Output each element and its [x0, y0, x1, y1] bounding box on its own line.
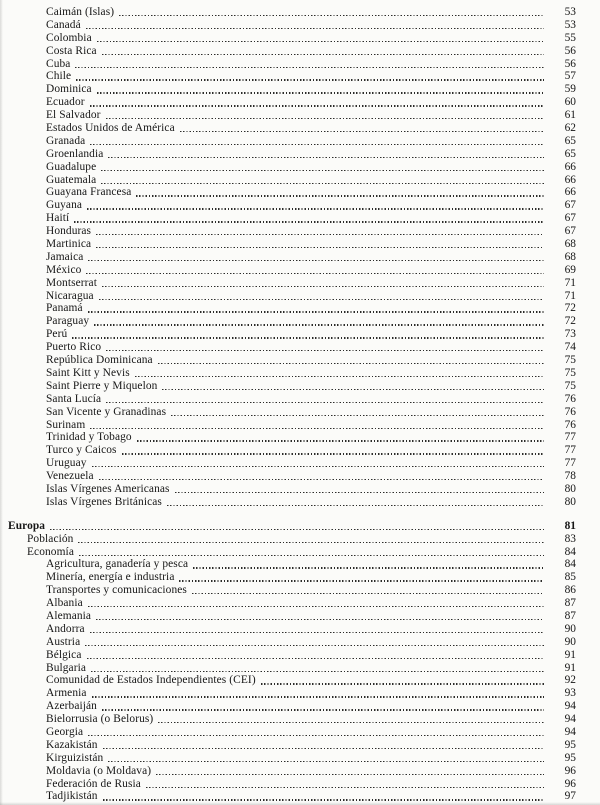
toc-entry — [0, 174, 576, 187]
toc-entry — [0, 752, 576, 765]
toc-entry-page: 94 — [564, 700, 576, 713]
toc-section-america-paises — [0, 6, 576, 509]
dotted-leader — [96, 234, 544, 235]
dotted-leader — [103, 748, 544, 749]
dotted-leader — [88, 606, 544, 607]
toc-entry — [0, 290, 576, 303]
toc-entry-label: Puerto Rico — [46, 341, 102, 354]
dotted-leader — [108, 761, 544, 762]
toc-entry-page: 74 — [564, 341, 576, 354]
toc-entry-page: 68 — [564, 238, 576, 251]
toc-entry — [0, 790, 576, 803]
toc-entry-page: 75 — [564, 379, 576, 392]
toc-entry-page: 67 — [564, 225, 576, 238]
toc-entry — [0, 238, 576, 251]
dotted-leader — [88, 735, 544, 736]
toc-entry-page: 95 — [564, 751, 576, 764]
dotted-leader — [97, 41, 544, 42]
toc-entry — [0, 431, 576, 444]
toc-entry-label: Comunidad de Estados Independientes (CEI) — [46, 674, 256, 687]
toc-entry — [0, 148, 576, 161]
toc-entry — [0, 354, 576, 367]
toc-entry-label: San Vicente y Granadinas — [46, 405, 167, 418]
toc-entry-page: 56 — [564, 57, 576, 70]
toc-entry-page: 80 — [564, 482, 576, 495]
toc-entry-label: Guayana Francesa — [46, 186, 132, 199]
dotted-leader — [102, 54, 544, 55]
toc-entry-page: 93 — [564, 687, 576, 700]
toc-entry-label: Uruguay — [46, 457, 87, 470]
dotted-leader — [90, 144, 544, 145]
toc-entry-page: 92 — [564, 674, 576, 687]
toc-entry-label: Guadalupe — [46, 160, 97, 173]
dotted-leader — [90, 632, 544, 633]
toc-entry-page: 81 — [564, 519, 576, 532]
toc-entry — [0, 199, 576, 212]
dotted-leader — [162, 389, 544, 390]
dotted-leader — [156, 774, 544, 775]
toc-entry-label: Dominica — [46, 83, 92, 96]
toc-entry-label: Perú — [46, 328, 68, 341]
dotted-leader — [86, 273, 544, 274]
dotted-leader — [108, 157, 544, 158]
toc-entry-page: 66 — [564, 173, 576, 186]
toc-entry-label: Cuba — [46, 57, 71, 70]
dotted-leader — [103, 799, 544, 800]
toc-entry-page: 95 — [564, 738, 576, 751]
toc-entry-page: 84 — [564, 545, 576, 558]
dotted-leader — [74, 221, 544, 222]
toc-entry-label: Alemania — [46, 609, 92, 622]
toc-entry-page: 84 — [564, 558, 576, 571]
toc-entry-label: Bélgica — [46, 648, 82, 661]
toc-entry-label: Jamaica — [46, 250, 84, 263]
dotted-leader — [192, 593, 544, 594]
dotted-leader — [92, 466, 544, 467]
dotted-leader — [146, 787, 544, 788]
dotted-leader — [96, 247, 544, 248]
dotted-leader — [99, 299, 544, 300]
dotted-leader — [101, 183, 544, 184]
toc-entry — [0, 457, 576, 470]
toc-entry-label: Islas Vírgenes Americanas — [46, 482, 170, 495]
toc-entry — [0, 70, 576, 83]
toc-entry-label: Georgia — [46, 725, 84, 738]
toc-entry-page: 71 — [564, 276, 576, 289]
toc-entry-page: 75 — [564, 354, 576, 367]
toc-entry-label: Bulgaria — [46, 661, 87, 674]
toc-entry-page: 78 — [564, 470, 576, 483]
toc-entry-page: 77 — [564, 457, 576, 470]
toc-entry-label: Población — [27, 532, 74, 545]
dotted-leader — [87, 208, 544, 209]
toc-entry — [0, 623, 576, 636]
toc-entry-page: 76 — [564, 418, 576, 431]
toc-entry — [0, 610, 576, 623]
toc-entry — [0, 225, 576, 238]
toc-entry-page: 73 — [564, 328, 576, 341]
toc-entry-page: 96 — [564, 777, 576, 790]
toc-entry-page: 86 — [564, 584, 576, 597]
dotted-leader — [87, 658, 545, 659]
toc-entry-label: Panamá — [46, 302, 83, 315]
dotted-leader — [86, 28, 544, 29]
toc-entry — [0, 674, 576, 687]
toc-entry-label: México — [46, 263, 82, 276]
toc-entry-label: República Dominicana — [46, 354, 153, 367]
dotted-leader — [91, 671, 544, 672]
toc-entry-label: Federación de Rusia — [46, 777, 141, 790]
toc-entry-label: Kirguizistán — [46, 751, 104, 764]
toc-entry — [0, 419, 576, 432]
dotted-leader — [135, 376, 544, 377]
toc-entry-label: Azerbaiján — [46, 700, 97, 713]
toc-entry-label: Haití — [46, 212, 70, 225]
dotted-leader — [92, 696, 544, 697]
toc-entry — [0, 662, 576, 675]
toc-entry-label: Ecuador — [46, 96, 85, 109]
toc-entry-page: 72 — [564, 315, 576, 328]
toc-entry — [0, 212, 576, 225]
toc-entry — [0, 483, 576, 496]
toc-entry — [0, 470, 576, 483]
toc-entry-label: Europa — [8, 519, 46, 532]
toc-entry — [0, 739, 576, 752]
toc-entry-page: 75 — [564, 366, 576, 379]
toc-entry — [0, 32, 576, 45]
toc-entry-label: Surinam — [46, 418, 86, 431]
toc-entry-page: 80 — [564, 495, 576, 508]
dotted-leader — [50, 529, 544, 530]
toc-entry — [0, 380, 576, 393]
toc-entry-page: 90 — [564, 622, 576, 635]
dotted-leader — [97, 92, 544, 93]
toc-entry-page: 67 — [564, 199, 576, 212]
toc-entry — [0, 264, 576, 277]
dotted-leader — [90, 105, 544, 106]
dotted-leader — [102, 286, 544, 287]
toc-entry — [0, 649, 576, 662]
toc-entry — [0, 367, 576, 380]
toc-entry-page: 66 — [564, 186, 576, 199]
toc-entry — [0, 700, 576, 713]
dotted-leader — [119, 15, 544, 16]
toc-entry — [0, 277, 576, 290]
toc-entry-label: Albania — [46, 597, 83, 610]
toc-entry — [0, 778, 576, 791]
dotted-leader — [193, 567, 544, 568]
toc-entry-label: Armenia — [46, 687, 87, 700]
toc-entry-page: 83 — [564, 532, 576, 545]
toc-entry-label: Kazakistán — [46, 738, 98, 751]
toc-entry-label: Nicaragua — [46, 289, 94, 302]
dotted-leader — [99, 479, 544, 480]
dotted-leader — [102, 709, 544, 710]
toc-entry-page: 90 — [564, 635, 576, 648]
toc-entry-page: 62 — [564, 122, 576, 135]
toc-entry — [0, 302, 576, 315]
toc-entry-label: Saint Pierre y Miquelon — [46, 379, 158, 392]
toc-entry — [0, 122, 576, 135]
toc-entry-page: 76 — [564, 405, 576, 418]
toc-entry — [0, 558, 576, 571]
toc-entry — [0, 96, 576, 109]
dotted-leader — [96, 619, 544, 620]
toc-entry-label: Caimán (Islas) — [46, 6, 115, 18]
toc-entry-page: 65 — [564, 134, 576, 147]
dotted-leader — [90, 428, 544, 429]
toc-entry-page: 96 — [564, 764, 576, 777]
toc-entry-page: 87 — [564, 597, 576, 610]
dotted-leader — [137, 440, 544, 441]
toc-entry-label: Moldavia (o Moldava) — [46, 764, 152, 777]
toc-entry — [0, 597, 576, 610]
toc-entry — [0, 393, 576, 406]
toc-entry-label: Austria — [46, 635, 81, 648]
toc-entry — [0, 520, 576, 533]
toc-entry — [0, 186, 576, 199]
toc-entry-label: Groenlandia — [46, 147, 104, 160]
toc-entry-label: Chile — [46, 70, 72, 83]
dotted-leader — [94, 324, 544, 325]
toc-entry-label: Turco y Caicos — [46, 444, 117, 457]
dotted-leader — [88, 260, 544, 261]
toc-entry-label: Costa Rica — [46, 44, 97, 57]
toc-entry-label: Martinica — [46, 238, 92, 251]
toc-entry-page: 66 — [564, 160, 576, 173]
dotted-leader — [106, 350, 544, 351]
dotted-leader — [261, 683, 544, 684]
toc — [0, 6, 576, 803]
toc-entry-page: 91 — [564, 661, 576, 674]
toc-section-europa — [0, 520, 576, 804]
toc-entry-page: 76 — [564, 392, 576, 405]
dotted-leader — [179, 580, 544, 581]
toc-entry-page: 77 — [564, 444, 576, 457]
toc-entry-page: 97 — [564, 790, 576, 803]
toc-entry-label: Agricultura, ganadería y pesca — [46, 558, 189, 571]
toc-entry — [0, 6, 576, 19]
toc-entry-label: Estados Unidos de América — [46, 122, 175, 135]
dotted-leader — [101, 170, 544, 171]
dotted-leader — [175, 492, 544, 493]
dotted-leader — [79, 555, 544, 556]
toc-entry — [0, 83, 576, 96]
toc-entry-label: Tadjikistán — [46, 790, 98, 803]
toc-entry-label: Trinidad y Tobago — [46, 431, 132, 444]
toc-entry — [0, 328, 576, 341]
dotted-leader — [76, 79, 544, 80]
dotted-leader — [72, 337, 544, 338]
dotted-leader — [158, 722, 544, 723]
toc-entry-label: Economía — [27, 545, 74, 558]
toc-entry-page: 55 — [564, 31, 576, 44]
toc-entry-page: 67 — [564, 212, 576, 225]
toc-entry — [0, 315, 576, 328]
toc-entry-label: Paraguay — [46, 315, 90, 328]
toc-entry-label: Bielorrusia (o Belorus) — [46, 713, 154, 726]
toc-entry — [0, 546, 576, 559]
toc-entry — [0, 533, 576, 546]
toc-entry — [0, 135, 576, 148]
toc-entry — [0, 726, 576, 739]
toc-entry-label: Saint Kitt y Nevis — [46, 366, 130, 379]
toc-entry — [0, 19, 576, 32]
toc-entry — [0, 713, 576, 726]
toc-entry — [0, 251, 576, 264]
toc-entry-label: Santa Lucía — [46, 392, 102, 405]
toc-entry — [0, 496, 576, 509]
toc-entry-page: 94 — [564, 725, 576, 738]
toc-entry-label: Andorra — [46, 622, 85, 635]
toc-entry — [0, 636, 576, 649]
dotted-leader — [167, 505, 544, 506]
dotted-leader — [78, 542, 544, 543]
toc-entry-page: 57 — [564, 70, 576, 83]
toc-entry — [0, 444, 576, 457]
toc-entry-label: Islas Vírgenes Británicas — [46, 495, 162, 508]
toc-entry-label: Canadá — [46, 18, 81, 31]
dotted-leader — [136, 195, 544, 196]
toc-entry-label: El Salvador — [46, 109, 101, 122]
toc-entry-page: 53 — [564, 18, 576, 31]
toc-entry-page: 68 — [564, 250, 576, 263]
dotted-leader — [122, 453, 544, 454]
toc-entry-page: 69 — [564, 263, 576, 276]
toc-entry — [0, 765, 576, 778]
toc-entry-page: 71 — [564, 289, 576, 302]
dotted-leader — [158, 363, 544, 364]
toc-entry — [0, 571, 576, 584]
toc-entry — [0, 109, 576, 122]
toc-entry-page: 85 — [564, 571, 576, 584]
toc-entry-page: 56 — [564, 44, 576, 57]
toc-entry-page: 59 — [564, 83, 576, 96]
toc-entry-label: Venezuela — [46, 470, 94, 483]
dotted-leader — [85, 645, 544, 646]
dotted-leader — [75, 67, 544, 68]
toc-entry-label: Minería, energía e industria — [46, 571, 175, 584]
toc-entry-page: 65 — [564, 147, 576, 160]
dotted-leader — [88, 311, 544, 312]
toc-entry-label: Colombia — [46, 31, 92, 44]
dotted-leader — [106, 118, 544, 119]
toc-entry — [0, 341, 576, 354]
toc-entry-label: Guatemala — [46, 173, 97, 186]
toc-entry-label: Guyana — [46, 199, 83, 212]
toc-entry-label: Transportes y comunicaciones — [46, 584, 187, 597]
dotted-leader — [106, 402, 544, 403]
toc-entry-page: 77 — [564, 431, 576, 444]
toc-entry — [0, 58, 576, 71]
toc-entry-label: Montserrat — [46, 276, 97, 289]
toc-entry-page: 87 — [564, 609, 576, 622]
toc-entry-page: 94 — [564, 713, 576, 726]
toc-entry-page: 61 — [564, 109, 576, 122]
toc-entry-label: Honduras — [46, 225, 92, 238]
toc-entry-page: 72 — [564, 302, 576, 315]
toc-entry — [0, 687, 576, 700]
dotted-leader — [171, 415, 544, 416]
dotted-leader — [180, 131, 544, 132]
toc-entry — [0, 45, 576, 58]
toc-entry-page: 60 — [564, 96, 576, 109]
toc-entry-page: 53 — [564, 6, 576, 18]
toc-entry — [0, 584, 576, 597]
toc-entry — [0, 406, 576, 419]
toc-entry — [0, 161, 576, 174]
toc-entry-label: Granada — [46, 134, 86, 147]
toc-entry-page: 91 — [564, 648, 576, 661]
